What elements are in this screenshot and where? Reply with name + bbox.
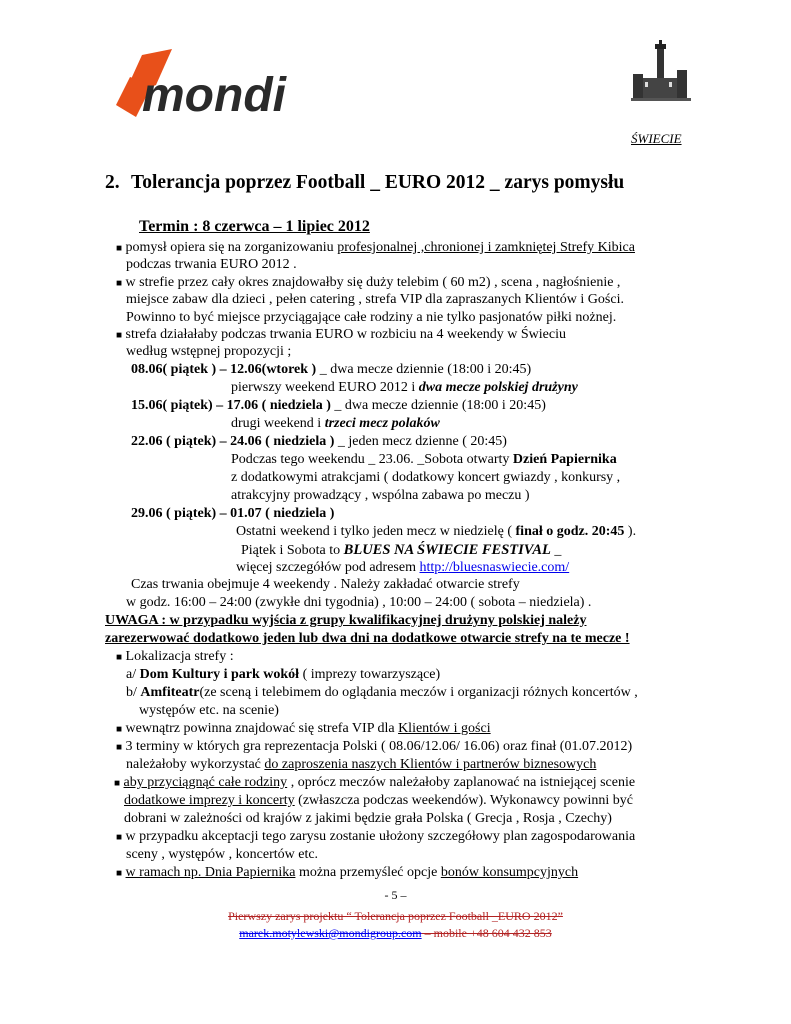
bullet-item: ■ pomysł opiera się na zorganizowaniu profesjonalnej ,chronionej i zamkniętej Strefy Kibica <box>116 240 635 255</box>
weekend-1-detail: pierwszy weekend EURO 2012 i dwa mecze polskiej drużyny <box>231 380 578 395</box>
text-line: w godz. 16:00 – 24:00 (zwykłe dni tygodnia) , 10:00 – 24:00 ( sobota – niedziela) . <box>126 595 592 610</box>
text-line: z dodatkowymi atrakcjami ( dodatkowy koncert gwiazdy , konkursy , <box>231 470 621 485</box>
text-line: miejsce zabaw dla dzieci , pełen catering , strefa VIP dla zapraszanych Klientów i Gości. <box>126 292 624 307</box>
logo-text: mondi <box>142 69 286 122</box>
text-line: podczas trwania EURO 2012 . <box>126 257 297 272</box>
page-number: - 5 – <box>384 888 407 902</box>
bullet-item: ■ w przypadku akceptacji tego zarysu zostanie ułożony szczegółowy plan zagospodarowania <box>116 829 636 844</box>
warning-line: zarezerwować dodatkowo jeden lub dwa dni na dodatkowe otwarcie strefy na te mecze ! <box>105 631 630 646</box>
text-line: sceny , występów , koncertów etc. <box>126 847 319 862</box>
text-line: atrakcyjny prowadzący , wspólna zabawa po meczu ) <box>231 488 530 503</box>
location-b: b/ Amfiteatr(ze sceną i telebimem do oglądania meczów i organizacji różnych koncertów , <box>126 685 638 700</box>
bullet-icon: ■ <box>116 724 123 735</box>
text-line: dodatkowe imprezy i koncerty (zwłaszcza podczas weekendów). Wykonawcy powinni być <box>124 793 633 808</box>
location-a: a/ Dom Kultury i park wokół ( imprezy towarzyszące) <box>126 667 441 682</box>
bullet-icon: ■ <box>116 652 123 663</box>
bullet-icon: ■ <box>116 243 123 254</box>
bullet-item: ■ Lokalizacja strefy : <box>116 649 234 664</box>
footer-contact: marek.motylewski@mondigroup.com – mobile +48 604 432 853 <box>239 926 552 940</box>
weekend-4-detail: Ostatni weekend i tylko jeden mecz w niedzielę ( finał o godz. 20:45 ). <box>236 524 637 539</box>
festival-link-line: więcej szczegółów pod adresem http://bluesnaswiecie.com/ <box>236 560 570 575</box>
weekend-2: 15.06( piątek) – 17.06 ( niedziela ) _ dwa mecze dziennie (18:00 i 20:45) <box>131 398 546 413</box>
castle-tower-icon <box>631 40 691 112</box>
text-line: Powinno to być miejsce przyciągające całe rodziny a nie tylko pasjonatów piłki nożnej. <box>126 310 617 325</box>
weekend-3-detail: Podczas tego weekendu _ 23.06. _Sobota otwarty Dzień Papiernika <box>231 452 617 467</box>
section-title: Tolerancja poprzez Football _ EURO 2012 _ zarys pomysłu <box>131 172 625 193</box>
festival-link[interactable]: http://bluesnaswiecie.com/ <box>419 560 570 575</box>
section-number: 2. <box>105 172 120 193</box>
bullet-icon: ■ <box>116 278 123 289</box>
bullet-item: ■ 3 terminy w których gra reprezentacja Polski ( 08.06/12.06/ 16.06) oraz finał (01.07.2012) <box>116 739 633 754</box>
termin-line: Termin : 8 czerwca – 1 lipiec 2012 <box>139 218 370 235</box>
festival-line: Piątek i Sobota to BLUES NA ŚWIECIE FESTIVAL _ <box>241 542 562 558</box>
bullet-icon: ■ <box>116 832 123 843</box>
weekend-4: 29.06 ( piątek) – 01.07 ( niedziela ) <box>131 506 335 521</box>
footer-title: Pierwszy zarys projektu “ Tolerancja poprzez Football _EURO 2012” <box>228 909 563 923</box>
bullet-item: ■ aby przyciągnąć całe rodziny , oprócz meczów należałoby zaplanować na istniejącej scenie <box>114 775 636 790</box>
bullet-icon: ■ <box>114 778 121 789</box>
bullet-item: ■ w strefie przez cały okres znajdowałby się duży telebim ( 60 m2) , scena , nagłośnienie , <box>116 275 621 290</box>
weekend-3: 22.06 ( piątek) – 24.06 ( niedziela ) _ jeden mecz dzienne ( 20:45) <box>131 434 507 449</box>
text-line: dobrani w zależności od krajów z jakimi będzie grała Polska ( Grecja , Rosja , Czechy) <box>124 811 612 826</box>
weekend-1: 08.06( piątek ) – 12.06(wtorek ) _ dwa mecze dziennie (18:00 i 20:45) <box>131 362 532 377</box>
warning-line: UWAGA : w przypadku wyjścia z grupy kwalifikacyjnej drużyny polskiej należy <box>105 613 587 628</box>
text-line: według wstępnej propozycji ; <box>126 344 292 359</box>
city-label: ŚWIECIE <box>631 131 682 146</box>
bullet-item: ■ strefa działałaby podczas trwania EURO w rozbiciu na 4 weekendy w Świeciu <box>116 327 566 342</box>
text-line: Czas trwania obejmuje 4 weekendy . Należy zakładać otwarcie strefy <box>131 577 520 592</box>
mondi-logo <box>112 47 312 132</box>
text-line: należałoby wykorzystać do zaproszenia naszych Klientów i partnerów biznesowych <box>126 757 597 772</box>
section-heading <box>105 172 624 194</box>
footer-email-link[interactable]: marek.motylewski@mondigroup.com <box>239 926 422 940</box>
bullet-icon: ■ <box>116 742 123 753</box>
bullet-icon: ■ <box>116 330 123 341</box>
text-line: występów etc. na scenie) <box>139 703 279 718</box>
bullet-item: ■ w ramach np. Dnia Papiernika można przemyśleć opcje bonów konsumpcyjnych <box>116 865 579 880</box>
bullet-item: ■ wewnątrz powinna znajdować się strefa VIP dla Klientów i gości <box>116 721 491 736</box>
bullet-icon: ■ <box>116 868 123 879</box>
weekend-2-detail: drugi weekend i trzeci mecz polaków <box>231 416 440 431</box>
